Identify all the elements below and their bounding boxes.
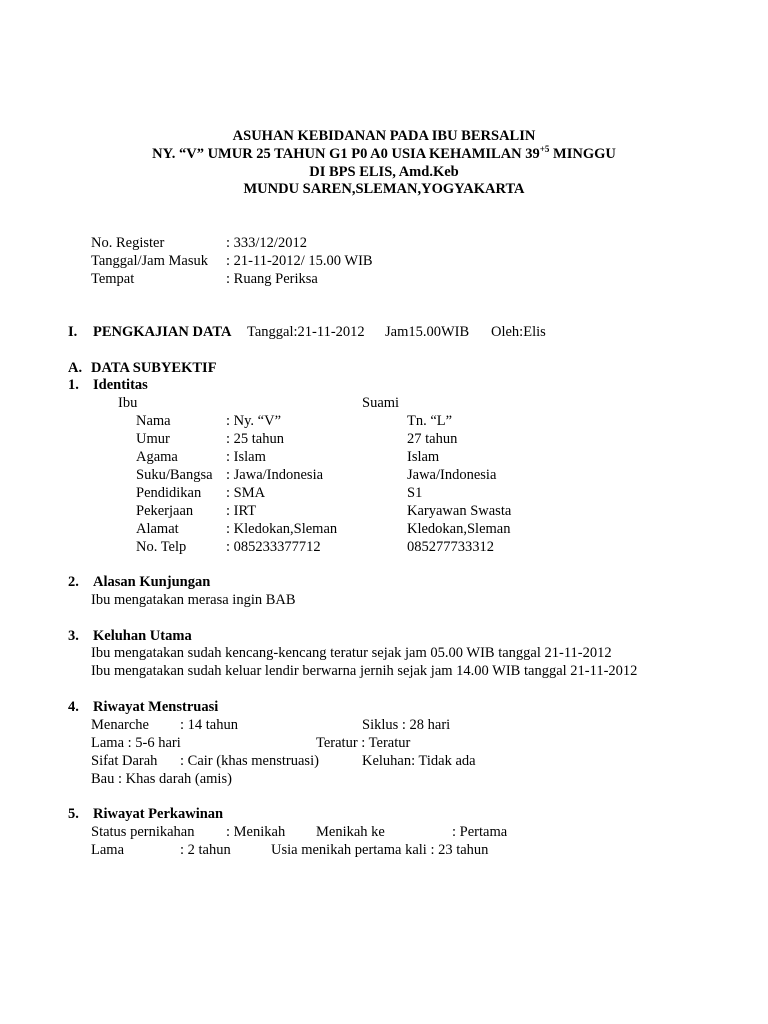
alasan-number: 2.: [68, 574, 79, 590]
identitas-suami-suku: Jawa/Indonesia: [407, 467, 497, 483]
tempat-label: Tempat: [91, 271, 135, 287]
doc-title-line-2-end: MINGGU: [549, 146, 616, 162]
register-label: No. Register: [91, 235, 165, 251]
identitas-ibu-nama: : Ny. “V”: [226, 413, 282, 429]
perkawinan-title: Riwayat Perkawinan: [93, 806, 224, 822]
alasan-text: Ibu mengatakan merasa ingin BAB: [91, 592, 296, 608]
section-1-title: PENGKAJIAN DATA: [93, 324, 232, 340]
menikah-ke-label: Menikah ke: [316, 824, 385, 840]
identitas-col-ibu: Ibu: [118, 395, 138, 411]
tanggal-masuk-value: : 21-11-2012/ 15.00 WIB: [226, 253, 373, 269]
identitas-label-pekerjaan: Pekerjaan: [136, 503, 194, 519]
lama-haid-text: Lama : 5-6 hari: [91, 735, 181, 751]
doc-title-line-2: [0, 146, 768, 164]
lama-menikah-value: : 2 tahun: [180, 842, 231, 858]
status-pernikahan-value: : Menikah: [226, 824, 286, 840]
identitas-label-agama: Agama: [136, 449, 178, 465]
identitas-title: Identitas: [93, 377, 148, 393]
identitas-suami-telp: 085277733312: [407, 539, 494, 555]
identitas-ibu-umur: : 25 tahun: [226, 431, 284, 447]
identitas-label-nama: Nama: [136, 413, 171, 429]
identitas-ibu-suku: : Jawa/Indonesia: [226, 467, 324, 483]
identitas-label-pendidikan: Pendidikan: [136, 485, 202, 501]
sifat-darah-label: Sifat Darah: [91, 753, 158, 769]
section-1-jam: Jam15.00WIB: [385, 324, 470, 340]
identitas-ibu-alamat: : Kledokan,Sleman: [226, 521, 338, 537]
teratur-text: Teratur : Teratur: [316, 735, 411, 751]
section-1-oleh: Oleh:Elis: [491, 324, 546, 340]
alasan-title: Alasan Kunjungan: [93, 574, 211, 590]
status-pernikahan-label: Status pernikahan: [91, 824, 195, 840]
identitas-suami-agama: Islam: [407, 449, 440, 465]
usia-menikah-text: Usia menikah pertama kali : 23 tahun: [271, 842, 489, 858]
identitas-col-suami: Suami: [362, 395, 400, 411]
section-a-title: DATA SUBYEKTIF: [91, 360, 217, 376]
identitas-label-suku: Suku/Bangsa: [136, 467, 213, 483]
lama-menikah-label: Lama: [91, 842, 125, 858]
identitas-label-telp: No. Telp: [136, 539, 187, 555]
doc-title-line-4: MUNDU SAREN,SLEMAN,YOGYAKARTA: [243, 181, 525, 197]
identitas-ibu-pendidikan: : SMA: [226, 485, 266, 501]
doc-title-line-1: ASUHAN KEBIDANAN PADA IBU BERSALIN: [232, 128, 536, 144]
identitas-ibu-pekerjaan: : IRT: [226, 503, 257, 519]
keluhan-title: Keluhan Utama: [93, 628, 192, 644]
section-1-tanggal: Tanggal:21-11-2012: [247, 324, 365, 340]
perkawinan-number: 5.: [68, 806, 79, 822]
section-a-number: A.: [68, 360, 83, 376]
menarche-value: : 14 tahun: [180, 717, 238, 733]
doc-title-line-2-main: NY. “V” UMUR 25 TAHUN G1 P0 A0 USIA KEHAMILAN 39: [152, 146, 540, 162]
keluhan-line-1: Ibu mengatakan sudah kencang-kencang teratur sejak jam 05.00 WIB tanggal 21-11-2012: [91, 645, 612, 661]
keluhan-haid-text: Keluhan: Tidak ada: [362, 753, 476, 769]
doc-title-line-3: DI BPS ELIS, Amd.Keb: [309, 164, 459, 180]
tanggal-masuk-label: Tanggal/Jam Masuk: [91, 253, 208, 269]
menstruasi-number: 4.: [68, 699, 79, 715]
sifat-darah-value: : Cair (khas menstruasi): [180, 753, 319, 769]
register-value: : 333/12/2012: [226, 235, 307, 251]
identitas-suami-alamat: Kledokan,Sleman: [407, 521, 511, 537]
identitas-ibu-telp: : 085233377712: [226, 539, 321, 555]
tempat-value: : Ruang Periksa: [226, 271, 318, 287]
identitas-suami-pendidikan: S1: [407, 485, 423, 501]
identitas-suami-umur: 27 tahun: [407, 431, 458, 447]
identitas-label-umur: Umur: [136, 431, 170, 447]
doc-title-line-2-sup: +5: [539, 144, 550, 154]
identitas-suami-nama: Tn. “L”: [407, 413, 453, 429]
menstruasi-title: Riwayat Menstruasi: [93, 699, 219, 715]
bau-text: Bau : Khas darah (amis): [91, 771, 232, 787]
identitas-label-alamat: Alamat: [136, 521, 179, 537]
keluhan-line-2: Ibu mengatakan sudah keluar lendir berwarna jernih sejak jam 14.00 WIB tanggal 21-11-2012: [91, 663, 638, 679]
section-1-number: I.: [68, 324, 78, 340]
menikah-ke-value: : Pertama: [452, 824, 508, 840]
keluhan-number: 3.: [68, 628, 79, 644]
menarche-label: Menarche: [91, 717, 149, 733]
identitas-ibu-agama: : Islam: [226, 449, 266, 465]
identitas-number: 1.: [68, 377, 79, 393]
identitas-suami-pekerjaan: Karyawan Swasta: [407, 503, 512, 519]
siklus-text: Siklus : 28 hari: [362, 717, 451, 733]
